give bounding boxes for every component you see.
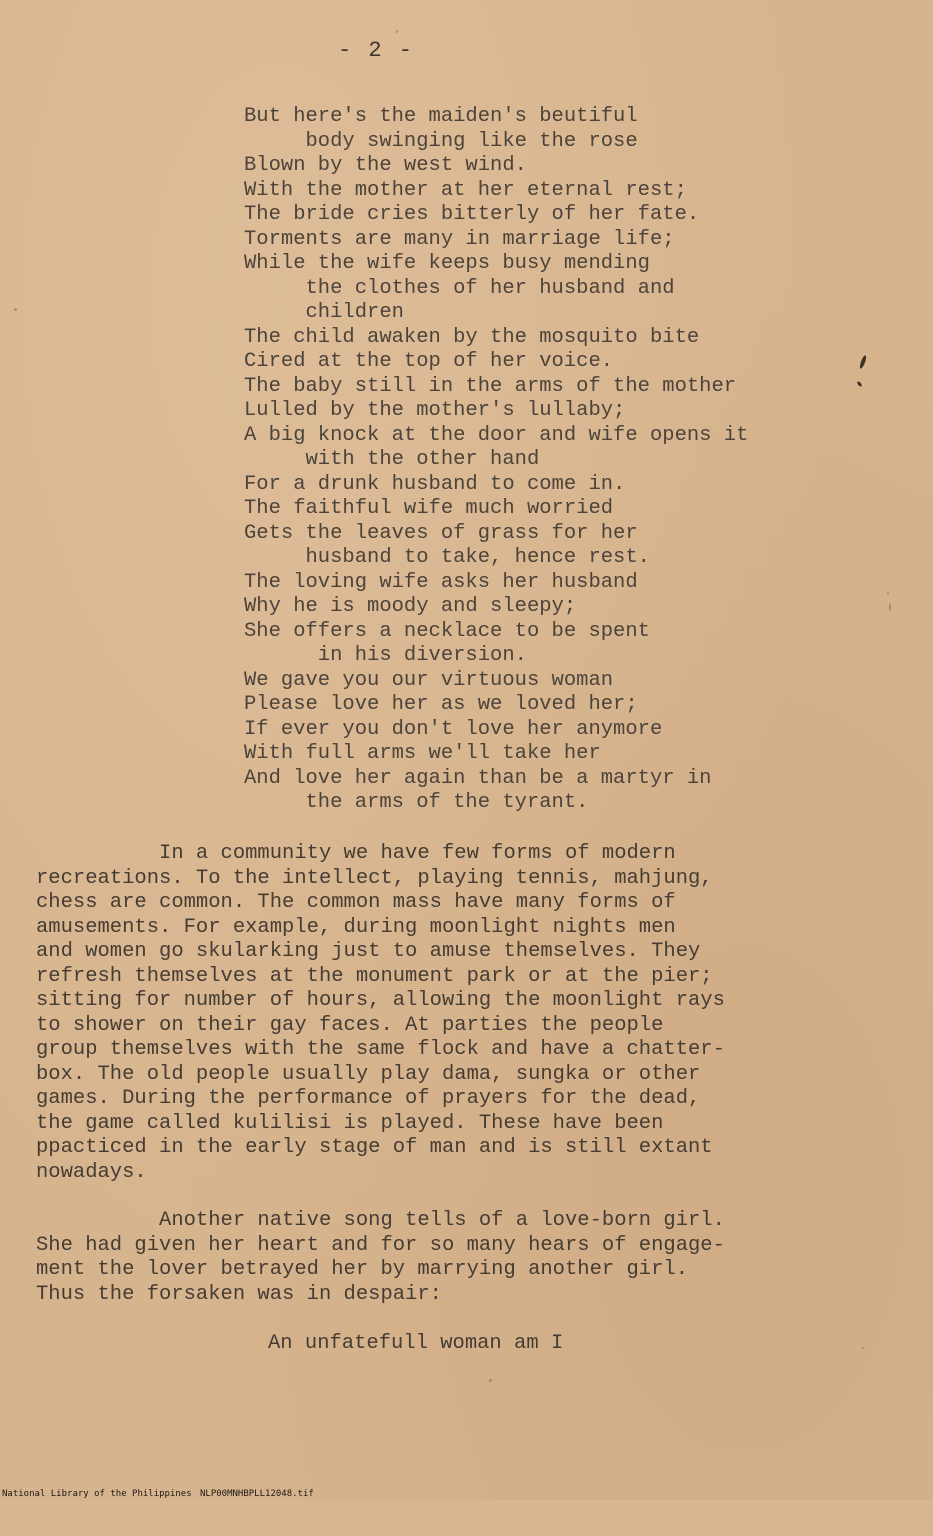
ink-mark — [856, 381, 862, 388]
paragraph-line: She had given her heart and for so many hears of engage- — [36, 1233, 725, 1257]
poem-line: The loving wife asks her husband — [244, 570, 638, 594]
poem-line: With full arms we'll take her — [244, 742, 601, 765]
poem-line: children — [244, 301, 404, 324]
poem-line: The bride cries bitterly of her fate. — [244, 203, 700, 226]
poem-line: But here's the maiden's beutiful — [244, 105, 638, 128]
footer-library: National Library of the Philippines — [2, 1489, 192, 1499]
poem-line: husband to take, hence rest. — [244, 546, 650, 569]
paper-speck — [396, 30, 398, 33]
paper-speck — [889, 603, 891, 611]
poem-line: If ever you don't love her anymore — [244, 717, 663, 741]
poem-line: the clothes of her husband and — [244, 276, 675, 300]
poem-line: Blown by the west wind. — [244, 154, 527, 177]
paragraph-line: chess are common. The common mass have many forms of — [36, 891, 676, 914]
poem-line: Torments are many in marriage life; — [244, 227, 675, 251]
poem-line: Please love her as we loved her; — [244, 693, 638, 716]
paper-speck — [14, 308, 17, 311]
paragraph-line: ment the lover betrayed her by marrying another girl. — [36, 1258, 689, 1281]
poem-line: A big knock at the door and wife opens it — [244, 423, 749, 447]
paragraph-line: Another native song tells of a love-born girl. — [36, 1209, 725, 1232]
poem-line: Gets the leaves of grass for her — [244, 521, 638, 545]
ink-mark — [859, 355, 868, 370]
poem-line: For a drunk husband to come in. — [244, 472, 626, 496]
paragraph-line: recreations. To the intellect, playing tennis, mahjung, — [36, 866, 713, 890]
paper-speck — [862, 1347, 864, 1349]
poem-line: We gave you our virtuous woman — [244, 668, 614, 692]
page-number: - 2 - — [338, 38, 415, 63]
poem-line: The child awaken by the mosquito bite — [244, 325, 700, 349]
poem-line: She offers a necklace to be spent — [244, 619, 650, 643]
paragraph-line: In a community we have few forms of modern — [36, 842, 676, 865]
paragraph-line: sitting for number of hours, allowing the moonlight rays — [36, 989, 725, 1012]
paragraph-line: to shower on their gay faces. At parties the people — [36, 1013, 664, 1037]
poem-line: body swinging like the rose — [244, 129, 638, 153]
paragraph-line: amusements. For example, during moonlight nights men — [36, 915, 676, 939]
paragraph-line: ppacticed in the early stage of man and is still extant — [36, 1136, 713, 1159]
poem-line: the arms of the tyrant. — [244, 791, 589, 814]
poem-line: in his diversion. — [244, 644, 527, 667]
song-first-line: An unfatefull woman am I — [268, 1332, 564, 1355]
paper-speck — [489, 1379, 492, 1382]
paragraph-line: refresh themselves at the monument park or at the pier; — [36, 964, 713, 988]
poem-line: The baby still in the arms of the mother — [244, 374, 737, 398]
paragraph-line: nowadays. — [36, 1160, 147, 1184]
paragraph-line: group themselves with the same flock and have a chatter- — [36, 1038, 725, 1061]
poem-line: While the wife keeps busy mending — [244, 252, 650, 275]
poem-line: Cired at the top of her voice. — [244, 350, 614, 373]
paragraph-line: box. The old people usually play dama, sungka or other — [36, 1062, 701, 1086]
paragraph-recreations — [36, 842, 725, 1185]
poem-line: Why he is moody and sleepy; — [244, 595, 577, 618]
footer-filename: NLP00MNHBPLL12048.tif — [200, 1489, 314, 1499]
poem-line: And love her again than be a martyr in — [244, 766, 712, 790]
paragraph-line: and women go skularking just to amuse themselves. They — [36, 940, 701, 963]
poem-line: Lulled by the mother's lullaby; — [244, 399, 626, 422]
paragraph-native-song — [36, 1209, 725, 1307]
scan-footer — [0, 1488, 933, 1500]
poem — [244, 105, 748, 816]
paper-speck — [887, 592, 889, 595]
poem-line: with the other hand — [244, 448, 540, 471]
paragraph-line: games. During the performance of prayers for the dead, — [36, 1087, 701, 1110]
poem-line: With the mother at her eternal rest; — [244, 178, 687, 202]
poem-line: The faithful wife much worried — [244, 497, 614, 520]
paragraph-line: Thus the forsaken was in despair: — [36, 1282, 442, 1306]
paragraph-line: the game called kulilisi is played. These have been — [36, 1111, 664, 1135]
